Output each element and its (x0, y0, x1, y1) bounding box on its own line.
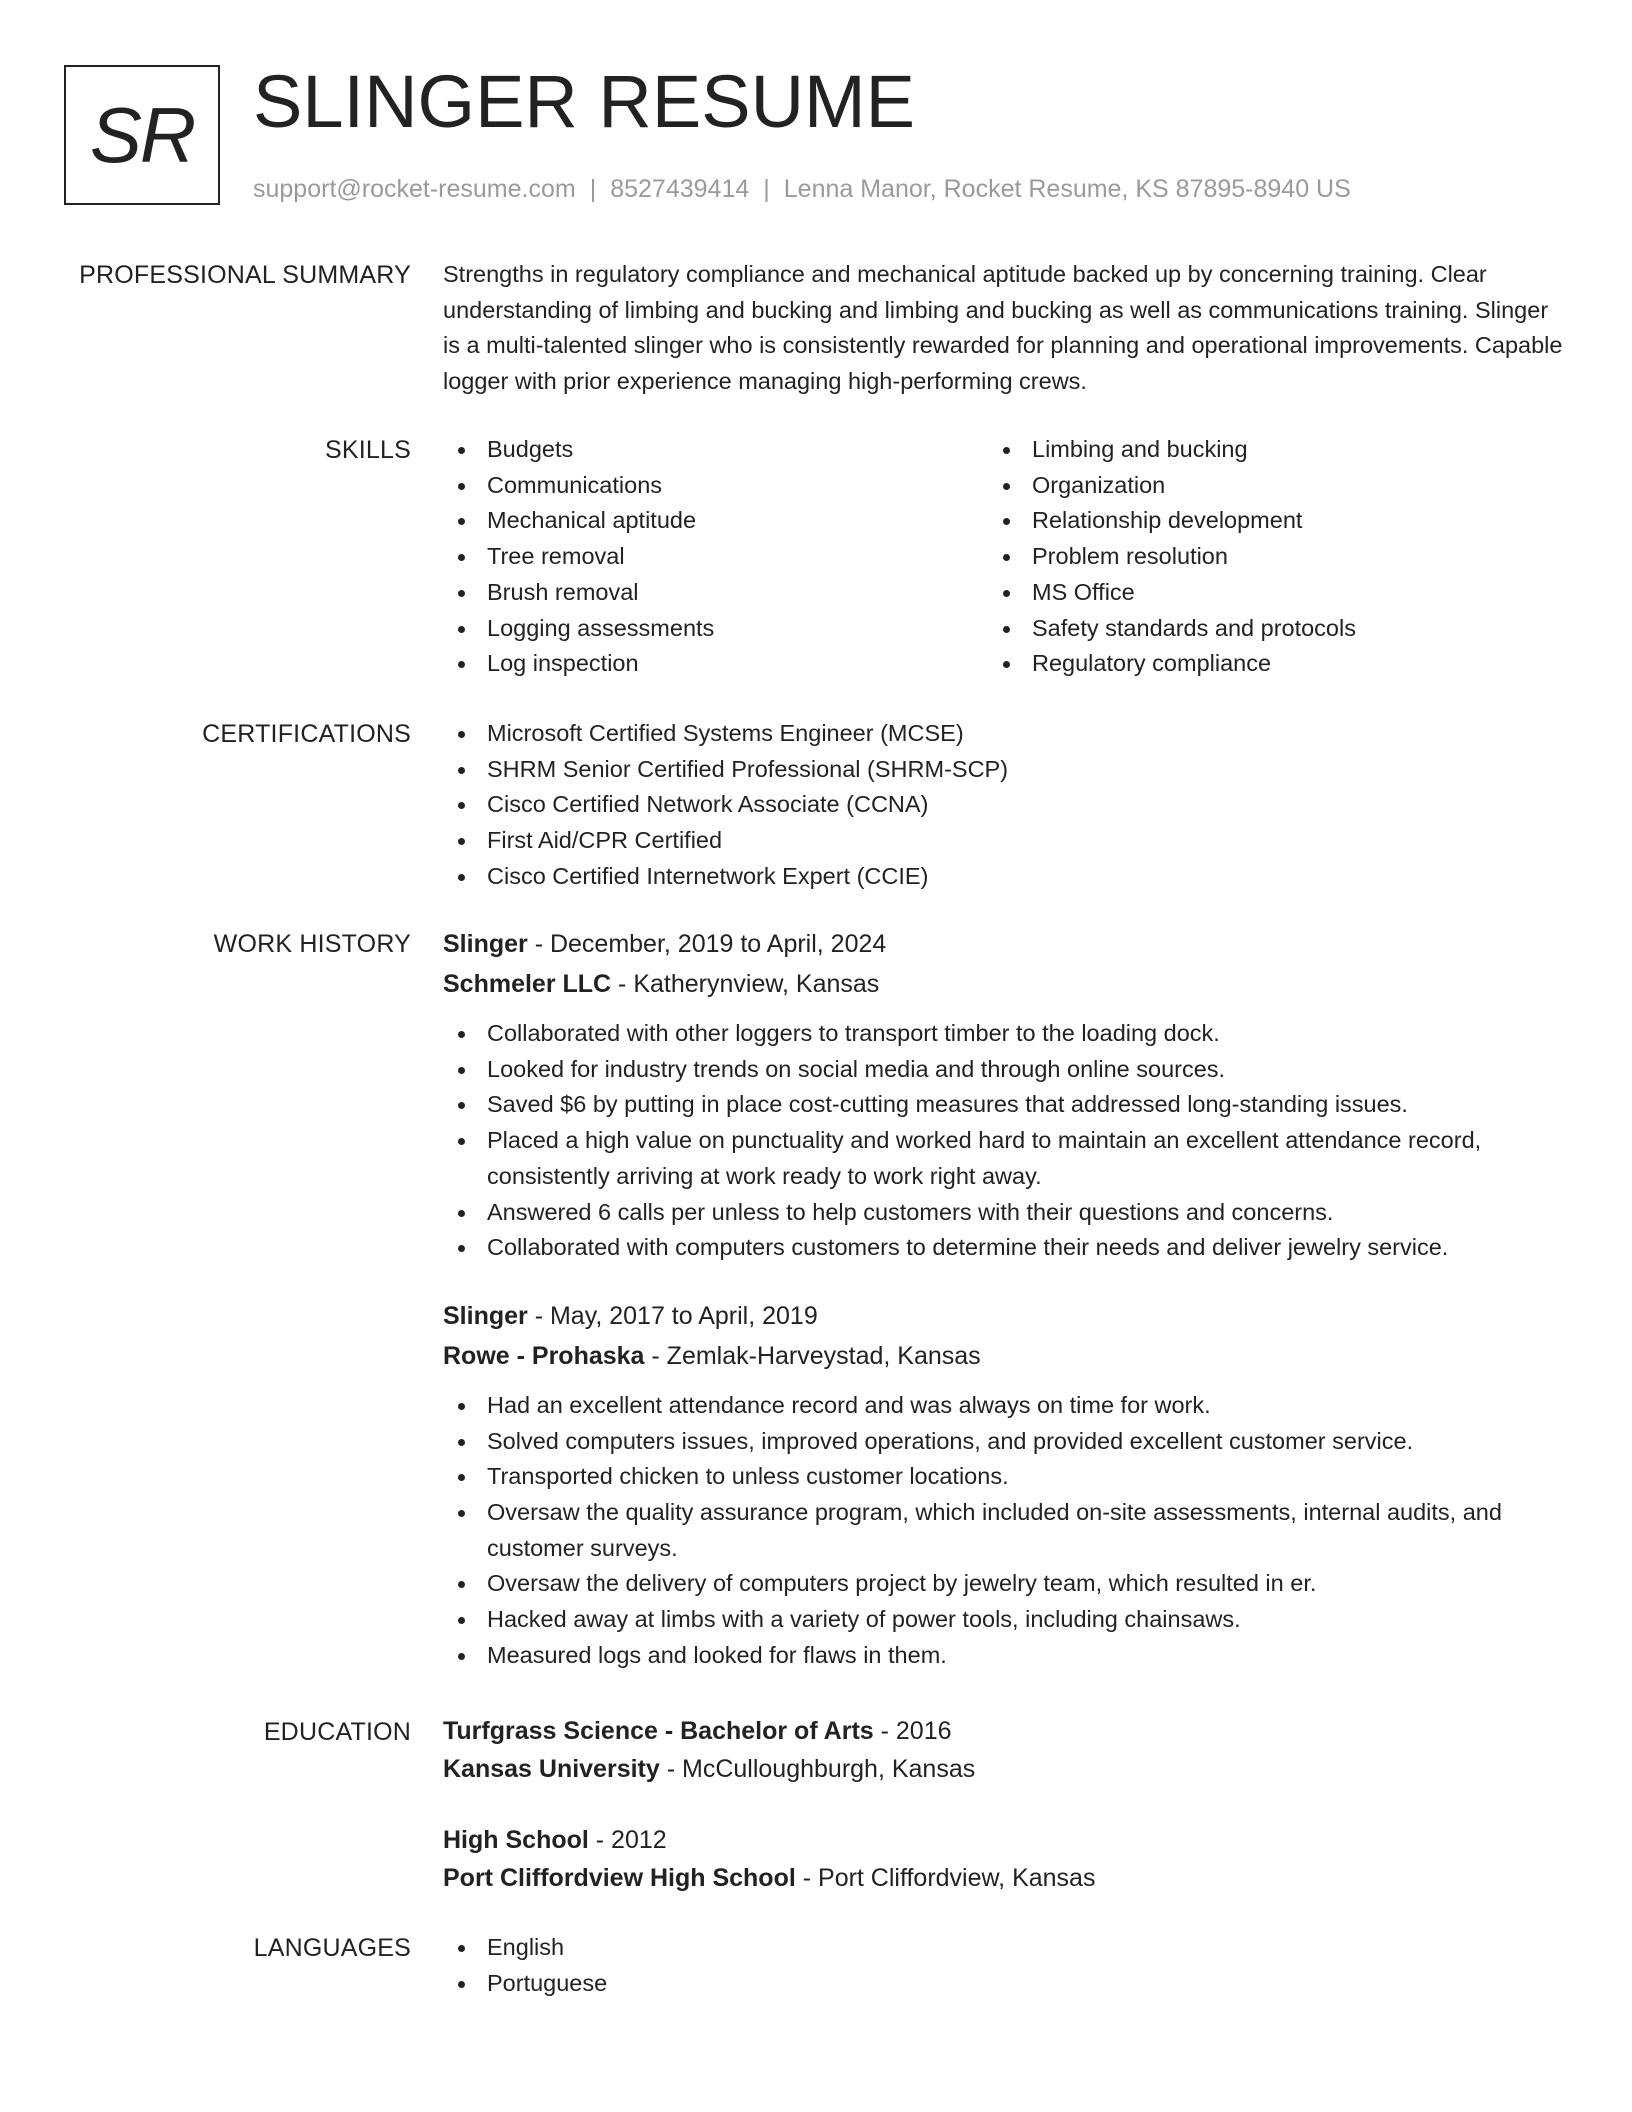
job-bullet: Oversaw the delivery of computers project by jewelry team, which resulted in er. (443, 1566, 1563, 1602)
job-entry (443, 1296, 1563, 1674)
resume-header (0, 0, 1632, 220)
education-degree-line (443, 1712, 1563, 1750)
job-bullet: Had an excellent attendance record and was always on time for work. (443, 1388, 1563, 1424)
education-entry (443, 1712, 1563, 1788)
education-entry (443, 1821, 1563, 1897)
job-location: - Zemlak-Harveystad, Kansas (644, 1341, 981, 1370)
education-title: EDUCATION (263, 1718, 411, 1746)
contact-email: support@rocket-resume.com (253, 175, 576, 203)
skill-item: Relationship development (988, 503, 1533, 539)
job-company-line (443, 964, 1563, 1004)
job-role: Slinger (443, 1301, 528, 1330)
monogram-box: SR (64, 65, 220, 205)
skill-item: Budgets (443, 432, 988, 468)
languages-title: LANGUAGES (253, 1934, 411, 1962)
job-bullet: Measured logs and looked for flaws in them. (443, 1638, 1563, 1674)
job-bullet: Saved $6 by putting in place cost-cutting measures that addressed long-standing issues. (443, 1087, 1563, 1123)
language-item: Portuguese (443, 1966, 1563, 2002)
skill-item: Organization (988, 468, 1533, 504)
education-degree: Turfgrass Science - Bachelor of Arts (443, 1717, 874, 1745)
skill-item: Limbing and bucking (988, 432, 1533, 468)
education-body (443, 1712, 1563, 1897)
job-bullet: Answered 6 calls per unless to help customers with their questions and concerns. (443, 1195, 1563, 1231)
work-title: WORK HISTORY (213, 930, 411, 958)
contact-phone: 8527439414 (610, 175, 750, 203)
languages-body (443, 1930, 1563, 2001)
education-location: - McCulloughburgh, Kansas (659, 1755, 976, 1783)
job-bullet: Hacked away at limbs with a variety of power tools, including chainsaws. (443, 1602, 1563, 1638)
job-bullet: Oversaw the quality assurance program, which included on-site assessments, internal audits, and customer surveys. (443, 1495, 1563, 1566)
job-bullet: Looked for industry trends on social media and through online sources. (443, 1052, 1563, 1088)
certifications-title: CERTIFICATIONS (202, 720, 411, 748)
certification-item: First Aid/CPR Certified (443, 823, 1563, 859)
skills-list-right (988, 432, 1533, 682)
job-role-line (443, 924, 1563, 964)
education-school-line (443, 1750, 1563, 1788)
job-bullet: Collaborated with computers customers to determine their needs and deliver jewelry service. (443, 1230, 1563, 1266)
job-bullets (443, 1388, 1563, 1674)
skills-title: SKILLS (325, 436, 411, 464)
resume-name: SLINGER RESUME (253, 60, 916, 143)
certification-item: Cisco Certified Internetwork Expert (CCIE) (443, 859, 1563, 895)
education-year: - 2012 (588, 1826, 667, 1854)
certifications-list (443, 716, 1563, 895)
language-item: English (443, 1930, 1563, 1966)
job-role: Slinger (443, 930, 528, 958)
certifications-body (443, 716, 1563, 895)
education-school-line (443, 1859, 1563, 1897)
job-dates: - May, 2017 to April, 2019 (527, 1301, 818, 1330)
skills-list-left (443, 432, 988, 682)
contact-line (253, 172, 1351, 206)
skill-item: MS Office (988, 575, 1533, 611)
education-degree-line (443, 1821, 1563, 1859)
certification-item: Cisco Certified Network Associate (CCNA) (443, 787, 1563, 823)
skill-item: Problem resolution (988, 539, 1533, 575)
skills-columns (443, 432, 1563, 682)
languages-list (443, 1930, 1563, 2001)
skill-item: Tree removal (443, 539, 988, 575)
contact-separator: | (589, 175, 597, 203)
skill-item: Mechanical aptitude (443, 503, 988, 539)
certification-item: Microsoft Certified Systems Engineer (MCSE) (443, 716, 1563, 752)
job-company: Schmeler LLC (443, 970, 612, 998)
skill-item: Safety standards and protocols (988, 611, 1533, 647)
job-bullet: Placed a high value on punctuality and worked hard to maintain an excellent attendance record, consistently arriving at work ready to work right away. (443, 1123, 1563, 1194)
certification-item: SHRM Senior Certified Professional (SHRM-SCP) (443, 752, 1563, 788)
summary-text: Strengths in regulatory compliance and mechanical aptitude backed up by concerning training. Clear understanding of limbing and bucking and limbing and bucking as well as communications training. Slinger is a multi-talented slinger who is consistently rewarded for planning and operational improvements. Capable logger with prior experience managing high-performing crews. (443, 261, 1563, 395)
education-year: - 2016 (873, 1717, 952, 1745)
education-location: - Port Cliffordview, Kansas (795, 1864, 1096, 1892)
job-bullet: Transported chicken to unless customer locations. (443, 1459, 1563, 1495)
job-location: - Katherynview, Kansas (611, 970, 880, 998)
skill-item: Regulatory compliance (988, 646, 1533, 682)
skill-item: Log inspection (443, 646, 988, 682)
job-dates: - December, 2019 to April, 2024 (527, 930, 887, 958)
job-company: Rowe - Prohaska (443, 1341, 645, 1370)
job-bullet: Collaborated with other loggers to transport timber to the loading dock. (443, 1016, 1563, 1052)
skill-item: Communications (443, 468, 988, 504)
job-bullets (443, 1016, 1563, 1266)
skill-item: Logging assessments (443, 611, 988, 647)
job-entry (443, 924, 1563, 1266)
education-degree: High School (443, 1826, 589, 1854)
skill-item: Brush removal (443, 575, 988, 611)
job-company-line (443, 1336, 1563, 1376)
education-school: Kansas University (443, 1755, 660, 1783)
summary-title: PROFESSIONAL SUMMARY (79, 261, 411, 289)
job-bullet: Solved computers issues, improved operations, and provided excellent customer service. (443, 1424, 1563, 1460)
contact-separator: | (763, 175, 770, 203)
job-role-line (443, 1296, 1563, 1336)
education-school: Port Cliffordview High School (443, 1864, 796, 1892)
work-body (443, 924, 1563, 1674)
contact-address: Lenna Manor, Rocket Resume, KS 87895-8940 US (783, 175, 1351, 203)
